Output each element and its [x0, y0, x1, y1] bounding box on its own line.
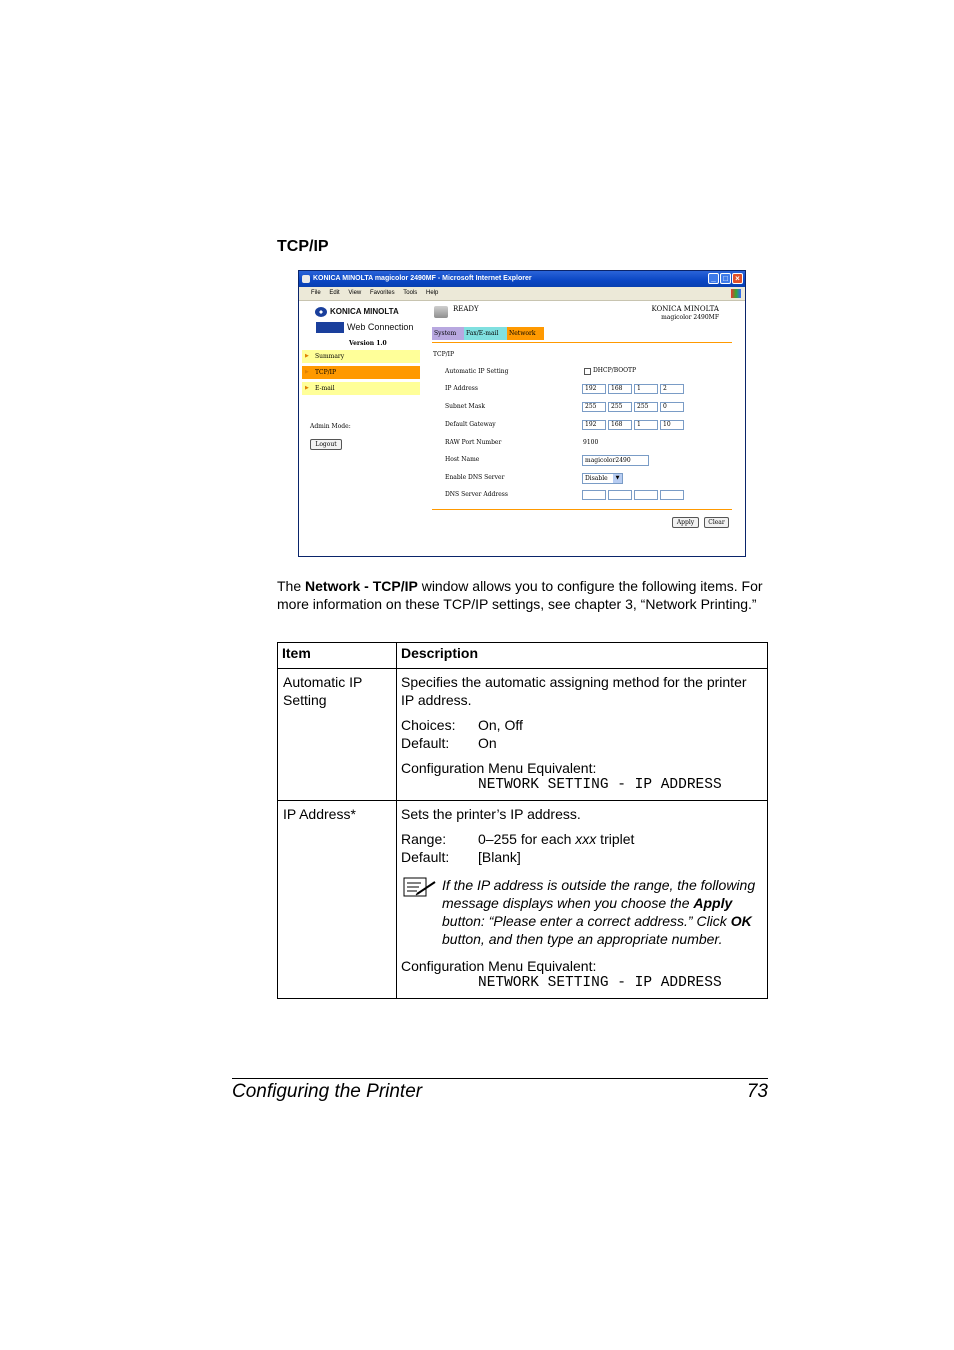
range-text: 0–255 for each — [478, 831, 576, 847]
table-row — [278, 669, 768, 801]
pagescope-text: Web Connection — [347, 322, 414, 332]
menu-equivalent-label: Configuration Menu Equivalent: — [401, 958, 597, 974]
item-cell: Automatic IP Setting — [278, 669, 397, 801]
intro-paragraph — [277, 578, 767, 613]
dns-field-4[interactable] — [660, 490, 684, 500]
raw-port-value: 9100 — [583, 439, 599, 446]
table-row — [278, 801, 768, 999]
range-text: triplet — [596, 831, 635, 847]
default-label: Default: — [401, 735, 450, 751]
ip-field-1[interactable]: 192 — [582, 384, 606, 394]
table-header-row — [278, 643, 768, 669]
version-label: Version 1.0 — [349, 340, 387, 347]
ie-icon — [302, 275, 310, 283]
item-cell: IP Address* — [278, 801, 397, 999]
dhcp-checkbox[interactable] — [584, 368, 591, 375]
note-pencil-icon — [403, 876, 437, 898]
subnet-field-2[interactable]: 255 — [608, 402, 632, 412]
menu-equivalent-value: NETWORK SETTING - IP ADDRESS — [478, 975, 722, 991]
dns-select[interactable] — [582, 473, 623, 484]
sidebar-label: E-mail — [315, 385, 335, 392]
label-auto-ip: Automatic IP Setting — [445, 368, 509, 375]
label-host-name: Host Name — [445, 456, 480, 463]
menu-tools[interactable]: Tools — [403, 290, 418, 296]
section-title: TCP/IP — [277, 238, 329, 255]
footer-rule — [232, 1078, 768, 1079]
pagescope-logo-icon — [316, 322, 344, 333]
gateway-field-4[interactable]: 10 — [660, 420, 684, 430]
divider — [432, 342, 732, 343]
ip-field-3[interactable]: 1 — [634, 384, 658, 394]
sidebar-item-tcpip[interactable] — [302, 366, 420, 379]
brand-model: magicolor 2490MF — [661, 314, 719, 321]
browser-titlebar — [299, 271, 745, 287]
arrow-icon: ▶ — [305, 385, 309, 391]
header-description: Description — [397, 643, 768, 669]
intro-bold: Network - TCP/IP — [305, 578, 418, 594]
apply-button[interactable]: Apply — [672, 517, 699, 528]
dns-field-2[interactable] — [608, 490, 632, 500]
close-icon[interactable]: × — [732, 273, 743, 284]
browser-window — [298, 270, 746, 557]
range-line — [401, 830, 763, 848]
sidebar-label: TCP/IP — [315, 369, 337, 376]
label-dns-address: DNS Server Address — [445, 491, 508, 498]
window-title: KONICA MINOLTA magicolor 2490MF - Microsoft Internet Explorer — [313, 275, 532, 282]
tab-system[interactable]: System — [432, 327, 464, 340]
default-line — [401, 734, 763, 752]
dns-field-1[interactable] — [582, 490, 606, 500]
printer-status: READY — [453, 305, 479, 313]
gateway-field-2[interactable]: 168 — [608, 420, 632, 430]
admin-mode-label: Admin Mode: — [310, 423, 351, 430]
chevron-down-icon: ▼ — [613, 474, 622, 483]
note-text: If the IP address is outside the range, the following message displays when you choose the — [442, 877, 756, 911]
label-raw-port: RAW Port Number — [445, 439, 502, 446]
menu-equivalent-value: NETWORK SETTING - IP ADDRESS — [478, 777, 722, 793]
minimize-icon[interactable]: _ — [708, 273, 719, 284]
label-default-gateway: Default Gateway — [445, 421, 496, 428]
host-name-field[interactable]: magicolor2490 — [582, 455, 649, 466]
divider — [432, 509, 732, 510]
default-value: On — [478, 735, 497, 751]
default-label: Default: — [401, 849, 450, 865]
default-value: [Blank] — [478, 849, 521, 865]
menu-edit[interactable]: Edit — [329, 290, 340, 296]
menu-help[interactable]: Help — [425, 290, 439, 296]
choices-label: Choices: — [401, 717, 456, 733]
printer-status-icon — [434, 306, 448, 318]
label-ip-address: IP Address — [445, 385, 478, 392]
default-line — [401, 848, 763, 866]
gateway-field-3[interactable]: 1 — [634, 420, 658, 430]
range-label: Range: — [401, 831, 447, 847]
menu-file[interactable]: File — [311, 290, 321, 296]
note-text: button: “Please enter a correct address.” Click — [442, 913, 731, 929]
note — [401, 876, 763, 948]
intro-text: The — [277, 578, 306, 594]
note-bold: OK — [730, 913, 752, 929]
description-cell — [397, 801, 768, 999]
sidebar-item-email[interactable] — [302, 382, 420, 395]
intro-text: window allows you to configure the following items. For more information on these TCP/IP settings, see chapter 3, “Network Printing.” — [277, 578, 763, 612]
sidebar-item-summary[interactable] — [302, 350, 420, 363]
label-subnet-mask: Subnet Mask — [445, 403, 485, 410]
range-italic: xxx — [575, 831, 597, 847]
note-bold: Apply — [693, 895, 733, 911]
windows-flag-icon — [731, 289, 741, 298]
label-enable-dns: Enable DNS Server — [445, 474, 505, 481]
subnet-field-1[interactable]: 255 — [582, 402, 606, 412]
subnet-field-4[interactable]: 0 — [660, 402, 684, 412]
description-text: Specifies the automatic assigning method for the printer IP address. — [401, 674, 747, 708]
menu-equivalent-label: Configuration Menu Equivalent: — [401, 760, 597, 776]
tab-fax-email[interactable]: Fax/E-mail — [464, 327, 507, 340]
arrow-icon: ▶ — [305, 353, 309, 359]
range-value — [478, 830, 634, 848]
header-item: Item — [278, 643, 397, 669]
ip-field-2[interactable]: 168 — [608, 384, 632, 394]
menu-bar — [299, 287, 745, 301]
gateway-field-1[interactable]: 192 — [582, 420, 606, 430]
ip-field-4[interactable]: 2 — [660, 384, 684, 394]
konica-logo-icon — [315, 307, 327, 317]
note-text: button, and then type an appropriate number. — [442, 931, 723, 947]
description-text: Sets the printer’s IP address. — [401, 806, 581, 822]
logo-text: KONICA MINOLTA — [330, 307, 399, 316]
menu-favorites[interactable]: Favorites — [369, 290, 395, 296]
tab-network[interactable]: Network — [507, 327, 544, 340]
dns-select-value: Disable — [585, 475, 608, 482]
panel-title: TCP/IP — [433, 351, 455, 358]
choices-line — [401, 716, 763, 734]
page-number: 73 — [746, 1081, 768, 1102]
logout-button[interactable]: Logout — [310, 439, 342, 450]
arrow-icon: ▶ — [305, 369, 309, 375]
brand-name: KONICA MINOLTA — [651, 305, 719, 313]
window-bottom-border — [299, 556, 745, 557]
dhcp-label: DHCP/BOOTP — [593, 367, 637, 374]
browser-content — [299, 301, 745, 556]
subnet-field-3[interactable]: 255 — [634, 402, 658, 412]
choices-value: On, Off — [478, 717, 523, 733]
description-table — [277, 642, 768, 999]
clear-button[interactable]: Clear — [704, 517, 729, 528]
dns-field-3[interactable] — [634, 490, 658, 500]
sidebar-label: Summary — [315, 353, 345, 360]
maximize-icon[interactable]: □ — [720, 273, 731, 284]
footer-title: Configuring the Printer — [232, 1081, 423, 1102]
menu-view[interactable]: View — [348, 290, 362, 296]
description-cell — [397, 669, 768, 801]
